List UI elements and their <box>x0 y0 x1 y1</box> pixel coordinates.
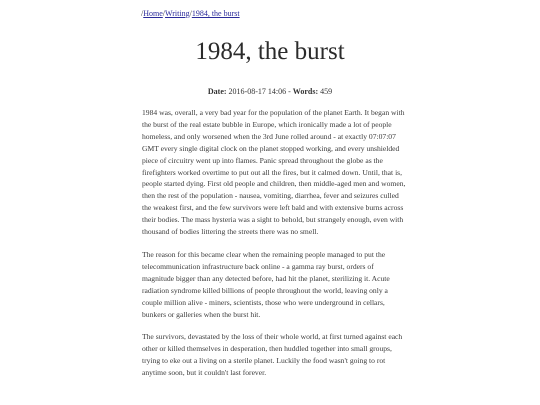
article-body <box>142 107 406 390</box>
breadcrumb-link-current[interactable]: 1984, the burst <box>191 9 240 18</box>
breadcrumb <box>141 9 240 19</box>
post-meta <box>0 87 540 97</box>
date-value: 2016-08-17 14:06 <box>228 87 287 96</box>
meta-separator: - <box>288 87 291 96</box>
date-label: Date: <box>207 87 227 96</box>
article-paragraph: The survivors, devastated by the loss of their whole world, at first turned against each other or killed themselves in desperation, then huddled together into small groups, trying to eke out a living on a sterile planet. Luckily the food wasn't going to rot anytime soon, but it couldn't last forever. <box>142 332 403 378</box>
breadcrumb-link-writing[interactable]: Writing <box>165 9 190 18</box>
article-paragraph: The reason for this became clear when the remaining people managed to put the telecommunication infrastructure back online - a gamma ray burst, orders of magnitude bigger than any detected before, had hit the planet, sterilizing it. Acute radiation syndrome killed billions of people throughout the world, leaving only a couple million alive - miners, scientists, those who were underground in cellars, bunkers or galleries when the burst hit. <box>142 249 390 319</box>
breadcrumb-separator: / <box>162 9 166 18</box>
words-label: Words: <box>292 87 319 96</box>
words-value: 459 <box>320 87 333 96</box>
breadcrumb-separator: / <box>189 9 192 18</box>
breadcrumb-separator: / <box>141 9 144 18</box>
breadcrumb-link-home[interactable]: Home <box>143 9 163 18</box>
article-paragraph: 1984 was, overall, a very bad year for the population of the planet Earth. It began with the burst of the real estate bubble in Europe, which ironically made a lot of people homeless, and only worsened when the 3rd June rolled around - at exactly 07:07:07 GMT every single digital clock on the planet stopped working, and every unshielded piece of circuitry went up into flames. Panic spread throughout the globe as the firefighters worked overtime to put out all the fires, but it calmed down. Until, that is, people started dying. First old people and children, then middle-aged men and women, then the rest of the population - nausea, vomiting, diarrhea, fever and seizures culled the weakest first, and the few survivors were left bald and with extensive burns across their bodies. The mass hysteria was a sight to behold, but strangely enough, even with thousand of bodies littering the streets there was no smell. <box>142 108 406 237</box>
page-title: 1984, the burst <box>195 38 345 65</box>
